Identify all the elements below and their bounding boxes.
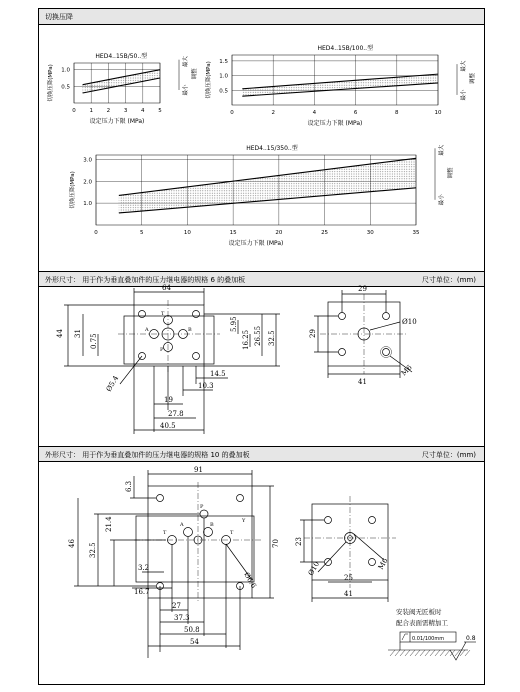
dim-14-5: 14.5: [210, 370, 226, 378]
side-label-adjust: 调整: [448, 167, 454, 179]
y-tick-label: 0.5: [219, 88, 228, 95]
x-axis-label: 设定压力下限 (MPa): [89, 118, 145, 125]
side-label-min: 最小: [461, 89, 467, 101]
hatch-line: [420, 650, 425, 656]
body-outline: [134, 305, 204, 366]
body-outline: [148, 486, 252, 598]
port-label-a: A: [180, 522, 184, 528]
size6-side-view: [300, 280, 480, 390]
surface-finish-note: [360, 598, 484, 684]
dim-16-7: 16.7: [134, 588, 150, 596]
unit-label: 尺寸单位：(mm): [421, 451, 476, 459]
x-tick-label: 30: [366, 230, 374, 236]
y-tick-label: 1.0: [219, 73, 228, 80]
section-title: 外形尺寸： 用于作为垂直叠加件的压力继电器的规格 10 的叠加板: [45, 451, 250, 459]
dim-44: 44: [56, 329, 64, 338]
dim-10-3: 10.3: [198, 382, 214, 390]
hatch-line: [405, 650, 410, 656]
side-label-max: 最大: [183, 56, 189, 68]
dim-46: 46: [68, 539, 76, 548]
dim-91: 91: [194, 466, 203, 474]
dim-23: 23: [295, 537, 303, 546]
dim-29-height: 29: [309, 329, 317, 338]
x-tick-label: 15: [229, 230, 237, 236]
port-a: [184, 528, 193, 537]
adjust-band-area: [119, 158, 416, 213]
hatch-line: [440, 650, 445, 656]
hatch-line: [445, 650, 450, 656]
dim-3-2: 3.2: [138, 564, 150, 572]
hatch-line: [415, 650, 420, 656]
port-label-t: T: [161, 311, 165, 317]
dim-64: 64: [162, 284, 171, 292]
side-label-min: 最小: [439, 194, 445, 206]
dim-31: 31: [74, 329, 82, 338]
y-tick-label: 3.0: [83, 157, 92, 164]
x-tick-label: 10: [434, 110, 442, 116]
x-tick-label: 2: [271, 110, 275, 116]
side-label-adjust: 调整: [192, 68, 198, 80]
port-b: [204, 528, 213, 537]
dim-41: 41: [344, 590, 353, 598]
dim-32-5: 32.5: [89, 542, 97, 558]
note-line1: 安装阀无匠板时: [396, 608, 442, 616]
hatch-line: [455, 650, 460, 656]
dim-70: 70: [272, 539, 280, 548]
hatch-line: [430, 650, 435, 656]
dim-5-95: 5.95: [230, 316, 238, 332]
x-tick-label: 5: [139, 230, 144, 236]
mounting-hole: [193, 353, 200, 360]
section-title: 外形尺寸： 用于作为垂直叠加件的压力继电器的规格 6 的叠加板: [45, 276, 246, 284]
hatch-line: [425, 650, 430, 656]
dim-29-width: 29: [358, 285, 367, 293]
y-tick-label: 1.5: [219, 58, 228, 65]
y-tick-label: 0.5: [61, 84, 70, 91]
roughness-value: 0.8: [466, 635, 476, 642]
y-tick-label: 1.0: [61, 67, 70, 74]
dim-27: 27: [172, 602, 181, 610]
dim-32-5: 32.5: [268, 330, 276, 346]
x-tick-label: 20: [275, 230, 283, 236]
port-label-a: A: [145, 327, 149, 333]
port-p: [200, 510, 208, 518]
hatch-line: [395, 650, 400, 656]
y-axis-label: 切换压降(MPa): [48, 64, 54, 102]
x-tick-label: 3: [123, 108, 128, 114]
dim-37-3: 37.3: [174, 614, 190, 622]
dim-40-5: 40.5: [160, 422, 176, 430]
x-tick-label: 2: [106, 108, 111, 114]
dim-21-4: 21.4: [105, 516, 113, 532]
y-axis-label: 切换压降(MPa): [206, 61, 212, 99]
side-label-adjust: 调整: [470, 73, 476, 85]
port-label-y: Y: [242, 518, 246, 524]
dim-26-55: 26.55: [254, 325, 262, 346]
x-axis-label: 设定压力下限 (MPa): [307, 120, 363, 127]
x-tick-label: 5: [158, 108, 162, 114]
port-label-t2: T: [230, 530, 234, 536]
x-tick-label: 0: [94, 230, 98, 236]
y-axis-label: 切换压降(MPa): [70, 171, 76, 209]
dim-6-3: 6.3: [125, 480, 133, 492]
x-tick-label: 25: [321, 230, 329, 236]
dim-dia-6-6: Ø6.6: [242, 571, 258, 590]
hatch-line: [400, 650, 405, 656]
x-tick-label: 0: [72, 108, 76, 114]
dim-16-25: 16.25: [242, 329, 250, 350]
hatch-line: [465, 650, 470, 656]
x-tick-label: 10: [183, 230, 191, 236]
dim-41: 41: [358, 378, 367, 386]
chart-title: HED4..15B/100..型: [317, 45, 374, 52]
x-tick-label: 4: [312, 110, 317, 116]
mounting-hole: [139, 311, 146, 318]
port-label-t1: T: [163, 530, 167, 536]
y-tick-label: 2.0: [83, 179, 92, 186]
dim-25: 25: [344, 574, 353, 582]
y-tick-label: 1.0: [83, 201, 92, 208]
x-tick-label: 35: [412, 230, 420, 236]
dim-dia-10: Ø10: [402, 318, 417, 326]
x-tick-label: 4: [141, 108, 145, 114]
flatness-value: 0.01/100mm: [412, 636, 445, 642]
dim-m6: M6: [399, 363, 414, 378]
port-label-b: B: [188, 327, 192, 333]
size6-front-view: [38, 280, 338, 436]
dim-m6: M6: [376, 556, 390, 571]
dim-50-8: 50.8: [184, 626, 200, 634]
side-label-max: 最大: [461, 60, 467, 72]
section-title: 切换压降: [45, 13, 73, 21]
dim-dia-5-4: Ø5.4: [104, 374, 121, 393]
chart-title: HED4..15/350..型: [246, 145, 298, 152]
chart-title: HED4..15B/50..型: [95, 53, 148, 60]
side-label-max: 最大: [439, 144, 445, 156]
size10-side-view: [290, 492, 440, 612]
mounting-hole: [193, 311, 200, 318]
dim-0-75: 0.75: [90, 333, 98, 349]
hatch-line: [435, 650, 440, 656]
adjust-band-area: [83, 70, 160, 93]
hatch-line: [390, 650, 395, 656]
side-label-min: 最小: [183, 84, 189, 96]
dim-54: 54: [190, 638, 199, 646]
x-tick-label: 1: [89, 108, 93, 114]
port-label-p: P: [200, 504, 204, 510]
port-label-p: P: [160, 347, 164, 353]
dim-27-8: 27.8: [168, 410, 184, 418]
x-tick-label: 6: [353, 110, 358, 116]
x-axis-label: 设定压力下限 (MPa): [228, 240, 284, 247]
hatch-line: [410, 650, 415, 656]
unit-label: 尺寸单位：(mm): [421, 276, 476, 284]
x-tick-label: 0: [230, 110, 234, 116]
port-label-b: B: [210, 522, 214, 528]
x-tick-label: 8: [395, 110, 399, 116]
dim-dia-10: Ø10: [306, 560, 322, 577]
dim-19: 19: [164, 396, 173, 404]
note-line2: 配合表面需精加工: [396, 619, 448, 627]
